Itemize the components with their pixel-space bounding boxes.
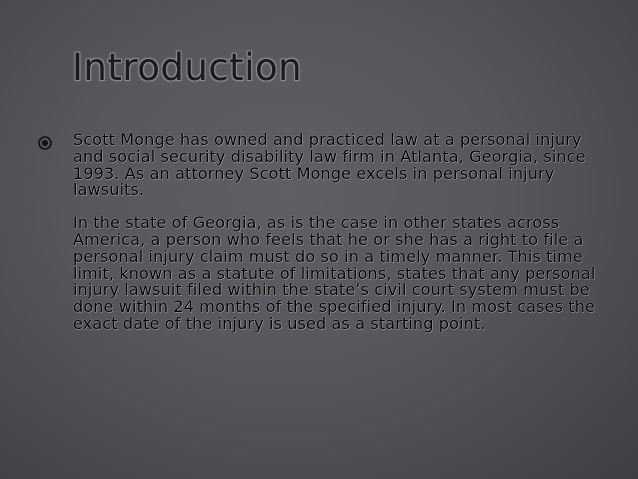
paragraph-statute: In the state of Georgia, as is the case in other states across America, a person who feels that he or she has a right to file a personal injury claim must do so in a timely manner. This time limit, known as a statute of limitations, states that any personal injury lawsuit filed within the state’s civil court system must be done within 24 months of the specified injury. In most cases the exact date of the injury is used as a starting point.	[73, 213, 596, 333]
slide-body	[38, 132, 608, 333]
bullet-item	[38, 132, 608, 333]
bullseye-icon	[38, 136, 52, 150]
slide-title: Introduction	[72, 46, 303, 89]
paragraph-intro: Scott Monge has owned and practiced law at a personal injury and social security disability law firm in Atlanta, Georgia, since 1993. As an attorney Scott Monge excels in personal injury lawsuits.	[73, 130, 586, 200]
